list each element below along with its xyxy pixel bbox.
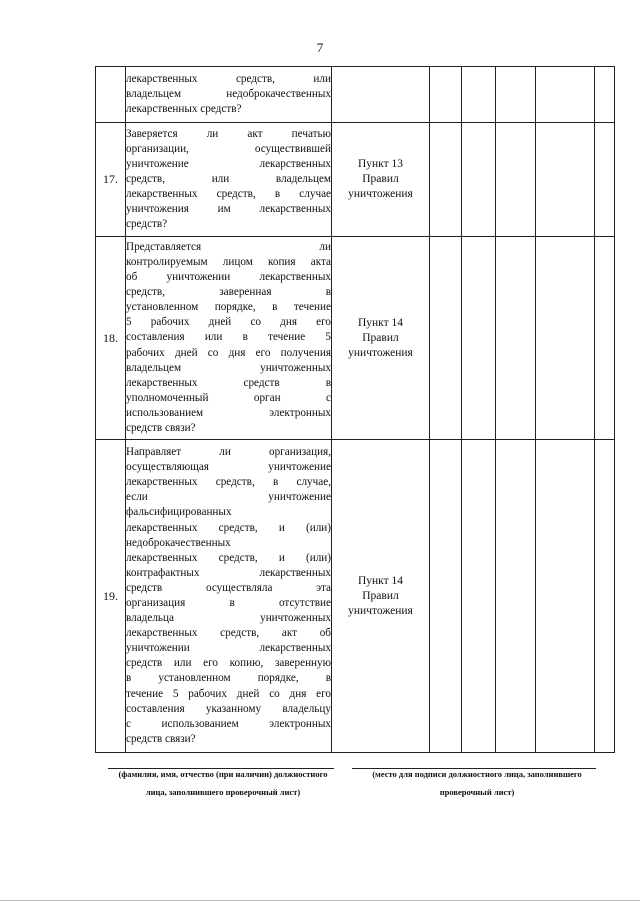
answer-no-cell (462, 440, 496, 753)
extra-cell (595, 440, 615, 753)
requirement-reference-cell (332, 67, 430, 123)
reference-line: Правил (362, 331, 399, 344)
question-line: лекарственных средств, в случае, (126, 476, 331, 489)
question-line: средств, или владельцем (126, 172, 331, 185)
note-cell (536, 123, 595, 237)
question-line: недоброкачественных (126, 536, 231, 549)
question-line: лекарственных средств в (126, 376, 331, 389)
question-cell (126, 67, 332, 123)
question-line: уполномоченный орган с (126, 391, 331, 404)
answer-not-applicable-cell (496, 237, 536, 440)
question-line: средств, заверенная в (126, 286, 331, 299)
row-number: 19. (96, 440, 126, 753)
question-line: течение 5 рабочих дней со дня его (126, 687, 331, 700)
caption-line: проверочный лист) (439, 787, 515, 797)
caption-line: (фамилия, имя, отчество (при наличии) должностного (118, 769, 328, 779)
left-signature-caption (100, 767, 346, 799)
question-line: составления указанному владельцу (126, 702, 331, 715)
note-cell (536, 440, 595, 753)
question-cell (126, 440, 332, 753)
question-line: уничтожения им лекарственных (126, 203, 331, 216)
question-line: организация в отсутствие (126, 597, 331, 609)
requirement-reference-cell (332, 237, 430, 440)
question-line: средств осуществляла эта (126, 581, 331, 594)
row-number: 17. (96, 123, 126, 237)
reference-line: Правил (362, 589, 399, 602)
answer-yes-cell (430, 67, 462, 123)
answer-not-applicable-cell (496, 440, 536, 753)
requirement-reference-cell (332, 123, 430, 237)
table-row (96, 440, 615, 753)
question-line: 5 рабочих дней со дня его (126, 316, 331, 329)
question-line: уничтожение лекарственных (126, 157, 331, 170)
reference-line: уничтожения (348, 604, 413, 617)
right-signature-caption (352, 767, 602, 799)
question-line: Представляется ли (126, 240, 331, 253)
reference-line: Пункт 14 (357, 316, 404, 329)
question-line: Заверяется ли акт печатью (126, 127, 331, 140)
question-line: об уничтожении лекарственных (126, 271, 331, 284)
question-line: установленном порядке, в течение (126, 301, 331, 314)
row-number: 18. (96, 237, 126, 440)
question-line: владельцем уничтоженных (126, 361, 331, 374)
question-line: организации, осуществившей (126, 142, 331, 155)
extra-cell (595, 123, 615, 237)
note-cell (536, 237, 595, 440)
question-line: лекарственных средств, в случае (126, 188, 331, 201)
answer-not-applicable-cell (496, 123, 536, 237)
question-line: владельца уничтоженных (126, 612, 331, 625)
answer-yes-cell (430, 237, 462, 440)
answer-yes-cell (430, 123, 462, 237)
question-line: средств или его копию, заверенную (126, 657, 331, 670)
caption-line: (место для подписи должностного лица, заполнившего (372, 769, 582, 779)
question-line: средств связи? (126, 732, 196, 745)
question-line: уничтожении лекарственных (126, 642, 331, 655)
question-line: лекарственных средств, и (или) (126, 521, 331, 534)
question-line: лекарственных средств, или (126, 72, 331, 85)
question-line: владельцем недоброкачественных (126, 87, 331, 100)
question-line: если уничтожение (126, 491, 331, 504)
note-cell (536, 67, 595, 123)
question-line: составления или в течение 5 (126, 331, 331, 344)
reference-line: Пункт 13 (357, 158, 404, 170)
row-number (96, 67, 126, 123)
requirement-reference-cell (332, 440, 430, 753)
question-line: в установленном порядке, в (126, 672, 331, 685)
question-line: осуществляющая уничтожение (126, 461, 331, 474)
question-line: средств связи? (126, 422, 196, 435)
page-number: 7 (316, 40, 324, 55)
question-line: использованием электронных (126, 406, 331, 419)
extra-cell (595, 237, 615, 440)
question-line: лекарственных средств, акт об (126, 627, 331, 640)
table-row (96, 123, 615, 237)
reference-line: уничтожения (348, 346, 413, 359)
question-line: Направляет ли организация, (126, 446, 331, 459)
reference-line: Правил (362, 173, 399, 185)
question-line: лекарственных средств, и (или) (126, 551, 331, 564)
question-line: лекарственных средств? (126, 103, 242, 116)
answer-no-cell (462, 123, 496, 237)
reference-line: уничтожения (348, 188, 413, 200)
answer-not-applicable-cell (496, 67, 536, 123)
question-line: средств? (126, 218, 168, 231)
question-cell (126, 237, 332, 440)
answer-yes-cell (430, 440, 462, 753)
reference-line: Пункт 14 (357, 574, 404, 587)
question-line: с использованием электронных (126, 717, 331, 730)
question-line: контролируемым лицом копия акта (126, 255, 331, 268)
page-bottom-rule (0, 900, 640, 901)
table-row (96, 237, 615, 440)
question-cell (126, 123, 332, 237)
question-line: контрафактных лекарственных (126, 566, 331, 579)
caption-line: лица, заполнившего проверочный лист) (145, 787, 301, 797)
answer-no-cell (462, 237, 496, 440)
question-line: фальсифицированных (126, 506, 232, 519)
question-line: рабочих дней со дня его получения (126, 346, 331, 359)
checklist-table (95, 66, 615, 753)
answer-no-cell (462, 67, 496, 123)
table-row (96, 67, 615, 123)
extra-cell (595, 67, 615, 123)
